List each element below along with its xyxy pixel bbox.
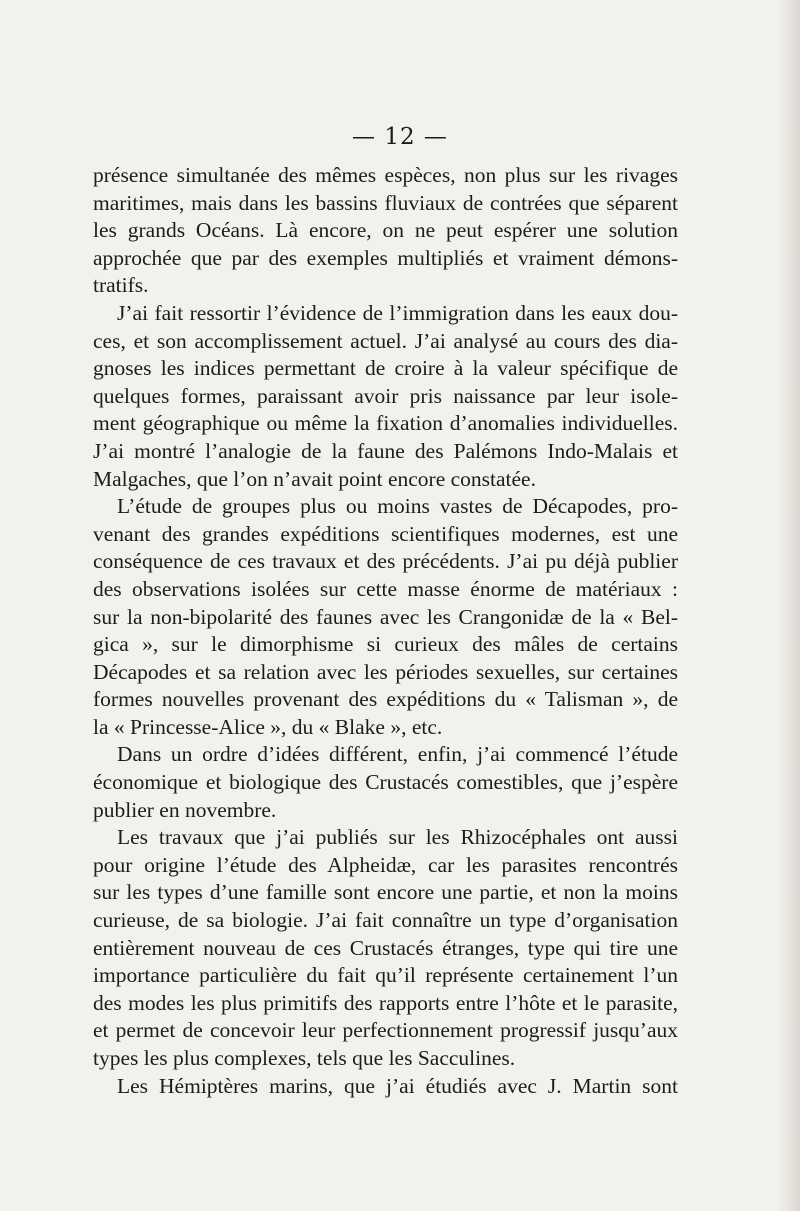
text-line: maritimes, mais dans les bassins fluviaux de contrées que séparent: [93, 190, 678, 215]
text-line: venant des grandes expéditions scientifiques modernes, est une: [93, 521, 678, 546]
text-line: approchée que par des exemples multipliés et vraiment démons-: [93, 245, 678, 270]
paragraph: [93, 741, 678, 824]
text-line: ces, et son accomplissement actuel. J’ai analysé au cours des dia-: [93, 328, 678, 353]
text-line: Les Hémiptères marins, que j’ai étudiés avec J. Martin sont: [117, 1073, 678, 1098]
text-line: conséquence de ces travaux et des précédents. J’ai pu déjà publier: [93, 549, 678, 574]
body-text: [93, 162, 678, 1100]
paragraph: [93, 824, 678, 1072]
text-line: publier en novembre.: [93, 797, 277, 822]
paragraph: [93, 493, 678, 741]
text-line: entièrement nouveau de ces Crustacés étranges, type qui tire une: [93, 935, 678, 960]
text-line: Malgaches, que l’on n’avait point encore constatée.: [93, 466, 536, 491]
paragraph: [93, 162, 678, 300]
text-line: Dans un ordre d’idées différent, enfin, j’ai commencé l’étude: [117, 742, 678, 767]
text-line: Les travaux que j’ai publiés sur les Rhizocéphales ont aussi: [117, 825, 678, 850]
text-line: Décapodes et sa relation avec les périodes sexuelles, sur certaines: [93, 659, 678, 684]
text-line: présence simultanée des mêmes espèces, non plus sur les rivages: [93, 163, 678, 187]
text-line: des observations isolées sur cette masse énorme de matériaux :: [93, 576, 678, 601]
text-line: gnoses les indices permettant de croire à la valeur spécifique de: [93, 356, 678, 381]
text-line: L’étude de groupes plus ou moins vastes de Décapodes, pro-: [117, 494, 678, 519]
text-line: quelques formes, paraissant avoir pris naissance par leur isole-: [93, 383, 678, 408]
paragraph: [93, 1073, 678, 1101]
text-line: formes nouvelles provenant des expéditions du « Talisman », de: [93, 687, 678, 712]
text-line: J’ai montré l’analogie de la faune des Palémons Indo-Malais et: [93, 438, 678, 463]
text-line: types les plus complexes, tels que les Sacculines.: [93, 1046, 516, 1070]
text-line: ment géographique ou même la fixation d’anomalies individuelles.: [93, 411, 678, 436]
text-line: J’ai fait ressortir l’évidence de l’immigration dans les eaux dou-: [117, 300, 678, 325]
page-edge-shadow: [778, 0, 800, 1211]
text-line: tratifs.: [93, 273, 149, 298]
text-line: et permet de concevoir leur perfectionnement progressif jusqu’aux: [93, 1018, 678, 1043]
paragraph: [93, 300, 678, 493]
text-line: pour origine l’étude des Alpheidæ, car les parasites rencontrés: [93, 852, 678, 877]
text-line: des modes les plus primitifs des rapports entre l’hôte et le parasite,: [93, 990, 678, 1015]
text-line: gica », sur le dimorphisme si curieux des mâles de certains: [93, 632, 678, 657]
text-line: importance particulière du fait qu’il représente certainement l’un: [93, 963, 678, 988]
page-number: — 12 —: [352, 124, 448, 150]
text-line: curieuse, de sa biologie. J’ai fait connaître un type d’organisation: [93, 908, 678, 933]
text-line: les grands Océans. Là encore, on ne peut espérer une solution: [93, 218, 678, 243]
text-line: sur la non-bipolarité des faunes avec les Crangonidæ de la « Bel-: [93, 604, 678, 629]
text-line: sur les types d’une famille sont encore une partie, et non la moins: [93, 880, 678, 905]
text-line: la « Princesse-Alice », du « Blake », etc.: [93, 714, 443, 739]
text-line: économique et biologique des Crustacés comestibles, que j’espère: [93, 770, 678, 795]
